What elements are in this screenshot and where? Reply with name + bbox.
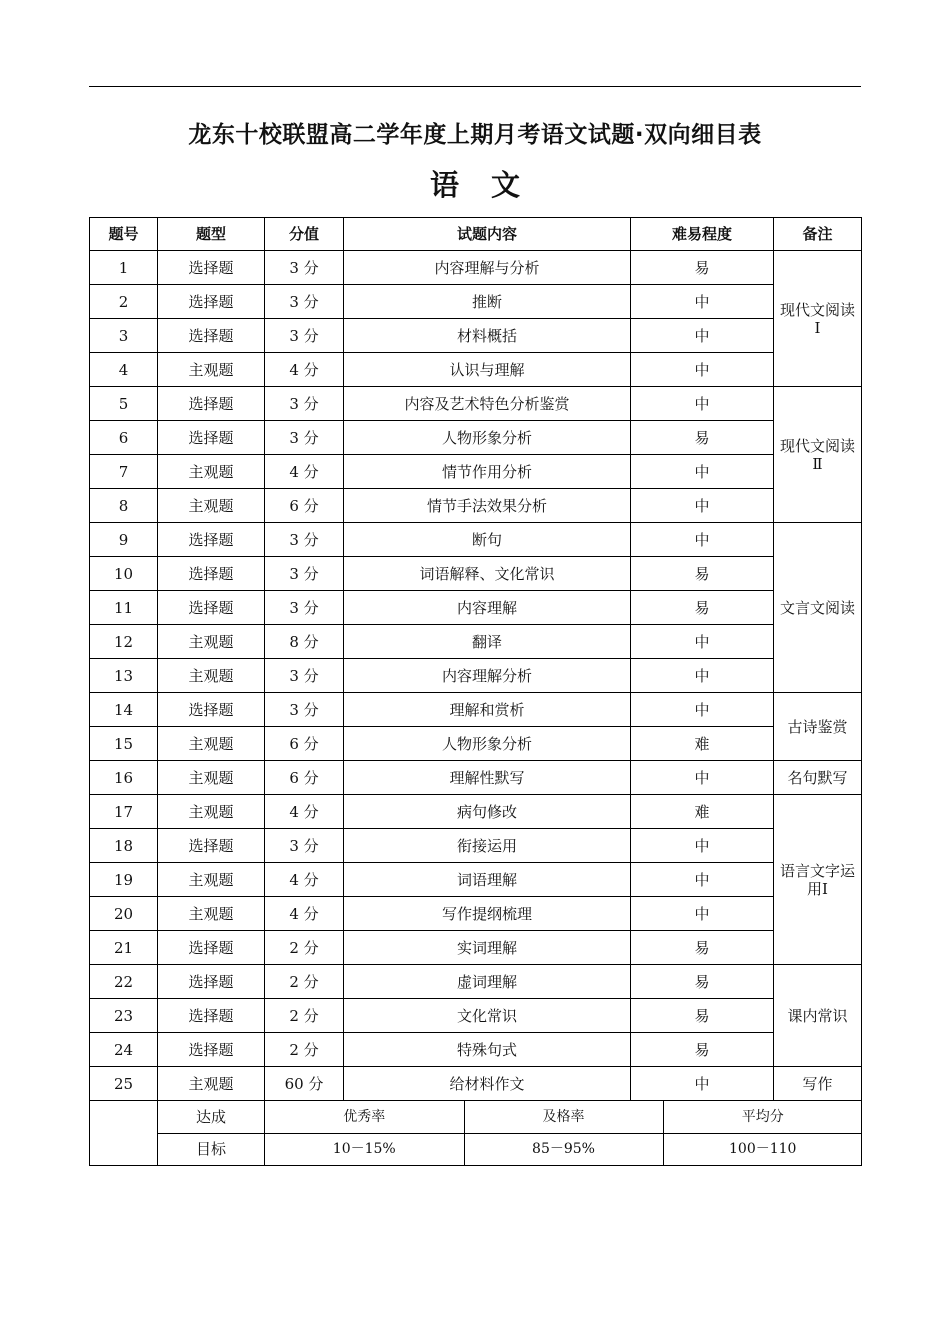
cell-no: 14 [90,693,158,727]
cell-no: 13 [90,659,158,693]
table-row [90,387,862,421]
header-content: 试题内容 [344,218,631,251]
cell-type: 选择题 [158,591,265,625]
cell-type: 主观题 [158,761,265,795]
cell-type: 主观题 [158,659,265,693]
goal-row [90,1101,862,1134]
cell-note: 课内常识 [774,965,862,1067]
cell-content: 词语理解 [344,863,631,897]
cell-score: 6 分 [265,727,344,761]
cell-score: 4 分 [265,863,344,897]
cell-type: 主观题 [158,489,265,523]
cell-score: 2 分 [265,931,344,965]
table-row [90,1033,862,1067]
cell-type: 选择题 [158,931,265,965]
cell-level: 易 [631,965,774,999]
goal-header-pass: 及格率 [464,1101,663,1133]
cell-score: 2 分 [265,1033,344,1067]
cell-no: 11 [90,591,158,625]
cell-level: 中 [631,897,774,931]
cell-type: 选择题 [158,285,265,319]
goal-label-1: 达成 [158,1101,265,1134]
subject-char-2: 文 [491,168,521,202]
cell-content: 虚词理解 [344,965,631,999]
cell-level: 易 [631,999,774,1033]
cell-type: 主观题 [158,1067,265,1101]
cell-content: 情节作用分析 [344,455,631,489]
subject-char-1: 语 [429,168,459,202]
cell-content: 文化常识 [344,999,631,1033]
cell-content: 内容理解分析 [344,659,631,693]
header-score: 分值 [265,218,344,251]
cell-level: 易 [631,421,774,455]
goal-header-average: 平均分 [663,1101,862,1133]
cell-no: 16 [90,761,158,795]
cell-score: 4 分 [265,353,344,387]
cell-no: 6 [90,421,158,455]
cell-score: 8 分 [265,625,344,659]
cell-content: 衔接运用 [344,829,631,863]
cell-level: 难 [631,727,774,761]
cell-score: 3 分 [265,693,344,727]
table-row [90,455,862,489]
cell-no: 20 [90,897,158,931]
cell-type: 选择题 [158,965,265,999]
cell-note: 文言文阅读 [774,523,862,693]
cell-no: 10 [90,557,158,591]
table-row [90,319,862,353]
cell-type: 选择题 [158,319,265,353]
cell-level: 中 [631,489,774,523]
cell-level: 中 [631,659,774,693]
goal-value-excellent: 10－15% [332,1141,396,1158]
cell-score: 2 分 [265,965,344,999]
table-row [90,727,862,761]
cell-content: 认识与理解 [344,353,631,387]
goal-value-pass: 85－95% [464,1133,663,1165]
cell-note: 名句默写 [774,761,862,795]
cell-score: 3 分 [265,319,344,353]
cell-no: 17 [90,795,158,829]
cell-note: 现代文阅读Ⅱ [774,387,862,523]
cell-content: 词语解释、文化常识 [344,557,631,591]
cell-score: 3 分 [265,557,344,591]
table-row [90,523,862,557]
cell-type: 主观题 [158,727,265,761]
cell-level: 中 [631,1067,774,1101]
table-row [90,931,862,965]
goal-label-2: 目标 [158,1133,265,1166]
cell-score: 3 分 [265,523,344,557]
cell-score: 60 分 [265,1067,344,1101]
cell-level: 难 [631,795,774,829]
table-row [90,999,862,1033]
cell-type: 选择题 [158,557,265,591]
cell-level: 中 [631,523,774,557]
cell-type: 选择题 [158,523,265,557]
cell-no: 9 [90,523,158,557]
cell-score: 6 分 [265,489,344,523]
table-row [90,285,862,319]
header-level: 难易程度 [631,218,774,251]
cell-no: 7 [90,455,158,489]
table-row [90,353,862,387]
cell-type: 选择题 [158,421,265,455]
table-row [90,625,862,659]
cell-no: 21 [90,931,158,965]
cell-content: 人物形象分析 [344,421,631,455]
cell-type: 选择题 [158,693,265,727]
cell-content: 病句修改 [344,795,631,829]
cell-content: 情节手法效果分析 [344,489,631,523]
cell-no: 8 [90,489,158,523]
goal-metrics-table [265,1101,862,1165]
goal-header-excellent: 优秀率 [265,1101,464,1133]
cell-no: 2 [90,285,158,319]
cell-score: 4 分 [265,897,344,931]
cell-level: 易 [631,931,774,965]
cell-note: 现代文阅读Ⅰ [774,251,862,387]
spec-table [89,217,862,1166]
cell-no: 18 [90,829,158,863]
table-row [90,829,862,863]
cell-type: 主观题 [158,353,265,387]
cell-level: 中 [631,625,774,659]
cell-level: 中 [631,353,774,387]
table-row [90,693,862,727]
cell-content: 理解和赏析 [344,693,631,727]
cell-level: 易 [631,591,774,625]
goal-metrics-cell [265,1101,862,1166]
cell-content: 断句 [344,523,631,557]
cell-content: 翻译 [344,625,631,659]
cell-content: 写作提纲梳理 [344,897,631,931]
table-row [90,761,862,795]
cell-no: 4 [90,353,158,387]
cell-content: 给材料作文 [344,1067,631,1101]
cell-level: 中 [631,387,774,421]
cell-no: 23 [90,999,158,1033]
table-row [90,489,862,523]
table-header-row [90,218,862,251]
cell-level: 中 [631,319,774,353]
cell-type: 选择题 [158,999,265,1033]
table-row [90,421,862,455]
cell-score: 6 分 [265,761,344,795]
cell-content: 内容理解与分析 [344,251,631,285]
cell-type: 主观题 [158,863,265,897]
goal-blank-cell [90,1101,158,1166]
cell-no: 19 [90,863,158,897]
cell-no: 24 [90,1033,158,1067]
cell-level: 中 [631,829,774,863]
cell-content: 特殊句式 [344,1033,631,1067]
cell-no: 15 [90,727,158,761]
table-row [90,863,862,897]
cell-score: 2 分 [265,999,344,1033]
header-rule [89,86,861,87]
table-row [90,251,862,285]
cell-no: 25 [90,1067,158,1101]
cell-content: 内容理解 [344,591,631,625]
subject-title [0,163,950,204]
cell-level: 易 [631,557,774,591]
table-row [90,659,862,693]
table-row [90,795,862,829]
table-row [90,897,862,931]
cell-note: 写作 [774,1067,862,1101]
cell-type: 选择题 [158,387,265,421]
cell-score: 3 分 [265,829,344,863]
cell-level: 中 [631,863,774,897]
cell-type: 主观题 [158,455,265,489]
cell-score: 3 分 [265,591,344,625]
cell-content: 内容及艺术特色分析鉴赏 [344,387,631,421]
header-no: 题号 [90,218,158,251]
cell-level: 中 [631,693,774,727]
table-row [90,557,862,591]
table-body [90,251,862,1101]
cell-content: 材料概括 [344,319,631,353]
cell-level: 中 [631,285,774,319]
cell-level: 中 [631,761,774,795]
cell-no: 1 [90,251,158,285]
cell-level: 易 [631,1033,774,1067]
cell-score: 3 分 [265,421,344,455]
cell-no: 12 [90,625,158,659]
cell-score: 3 分 [265,285,344,319]
cell-no: 3 [90,319,158,353]
cell-score: 4 分 [265,795,344,829]
document-title: 龙东十校联盟高二学年度上期月考语文试题·双向细目表 [188,122,762,148]
goal-value-average: 100－110 [663,1133,862,1165]
cell-content: 理解性默写 [344,761,631,795]
cell-score: 3 分 [265,387,344,421]
cell-no: 5 [90,387,158,421]
cell-no: 22 [90,965,158,999]
cell-score: 3 分 [265,659,344,693]
table-row [90,591,862,625]
header-note: 备注 [774,218,862,251]
table-row [90,965,862,999]
cell-content: 实词理解 [344,931,631,965]
cell-score: 4 分 [265,455,344,489]
cell-level: 易 [631,251,774,285]
header-type: 题型 [158,218,265,251]
cell-type: 主观题 [158,625,265,659]
cell-note: 古诗鉴赏 [774,693,862,761]
cell-content: 推断 [344,285,631,319]
cell-type: 选择题 [158,829,265,863]
cell-type: 选择题 [158,1033,265,1067]
cell-level: 中 [631,455,774,489]
cell-type: 选择题 [158,251,265,285]
cell-note: 语言文字运用Ⅰ [774,795,862,965]
table-row [90,1067,862,1101]
cell-score: 3 分 [265,251,344,285]
cell-type: 主观题 [158,795,265,829]
cell-content: 人物形象分析 [344,727,631,761]
cell-type: 主观题 [158,897,265,931]
